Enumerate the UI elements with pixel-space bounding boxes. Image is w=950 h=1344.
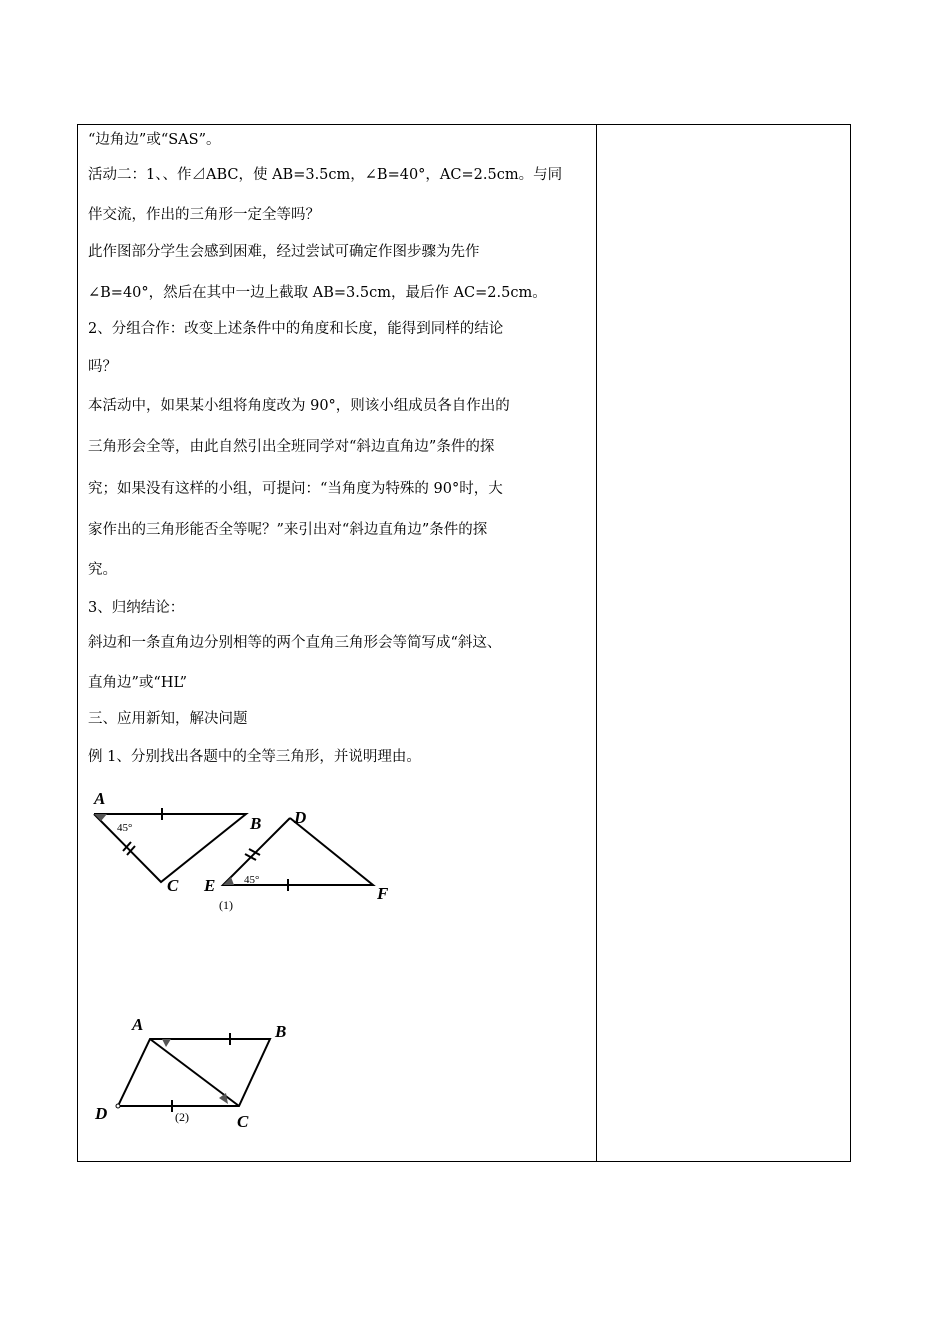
label-d: D — [95, 1104, 108, 1123]
angle-mark-a — [94, 814, 107, 821]
label-b: B — [250, 814, 262, 833]
angle-mark-a — [162, 1039, 171, 1047]
caption-1: (1) — [219, 898, 233, 912]
text-line: 3、归纳结论： — [88, 600, 185, 616]
caption-2: (2) — [175, 1110, 189, 1124]
text-line: “边角边”或“SAS”。 — [88, 132, 221, 148]
label-f: F — [377, 884, 389, 903]
text-line: ∠B=40°，然后在其中一边上截取 AB=3.5cm，最后作 AC=2.5cm。 — [88, 285, 547, 301]
column-divider — [596, 125, 597, 1161]
vertex-d — [116, 1104, 120, 1108]
label-d: D — [294, 808, 307, 827]
label-c: C — [237, 1112, 249, 1131]
label-e: E — [204, 876, 216, 895]
angle-label-e: 45° — [244, 874, 260, 886]
text-line: 2、分组合作：改变上述条件中的角度和长度，能得到同样的结论 — [88, 321, 504, 337]
text-line: 例 1、分别找出各题中的全等三角形，并说明理由。 — [88, 749, 421, 765]
figure-1 — [80, 780, 420, 920]
text-line: 究。 — [88, 562, 117, 578]
text-line: 斜边和一条直角边分别相等的两个直角三角形会等简写成“斜这、 — [88, 635, 502, 651]
label-a: A — [132, 1015, 144, 1034]
label-a: A — [94, 789, 106, 808]
text-line: 此作图部分学生会感到困难，经过尝试可确定作图步骤为先作 — [88, 244, 480, 260]
angle-label-a: 45° — [117, 822, 133, 834]
text-line: 三、应用新知，解决问题 — [88, 711, 248, 727]
text-line: 本活动中，如果某小组将角度改为 90°，则该小组成员各自作出的 — [88, 398, 510, 414]
text-line: 吗？ — [88, 359, 117, 375]
text-line: 三角形会全等，由此自然引出全班同学对“斜边直角边”条件的探 — [88, 439, 495, 455]
text-line: 究；如果没有这样的小组，可提问：“当角度为特殊的 90°时，大 — [88, 481, 503, 497]
label-c: C — [167, 876, 179, 895]
text-line: 直角边”或“HL” — [88, 675, 188, 691]
text-line: 伴交流，作出的三角形一定全等吗？ — [88, 207, 320, 223]
text-line: 家作出的三角形能否全等呢？”来引出对“斜边直角边”条件的探 — [88, 522, 488, 538]
label-b: B — [275, 1022, 287, 1041]
text-line: 活动二：1、、作⊿ABC，使 AB=3.5cm，∠B=40°，AC=2.5cm。与同 — [88, 167, 563, 183]
figure-2 — [80, 1005, 320, 1140]
